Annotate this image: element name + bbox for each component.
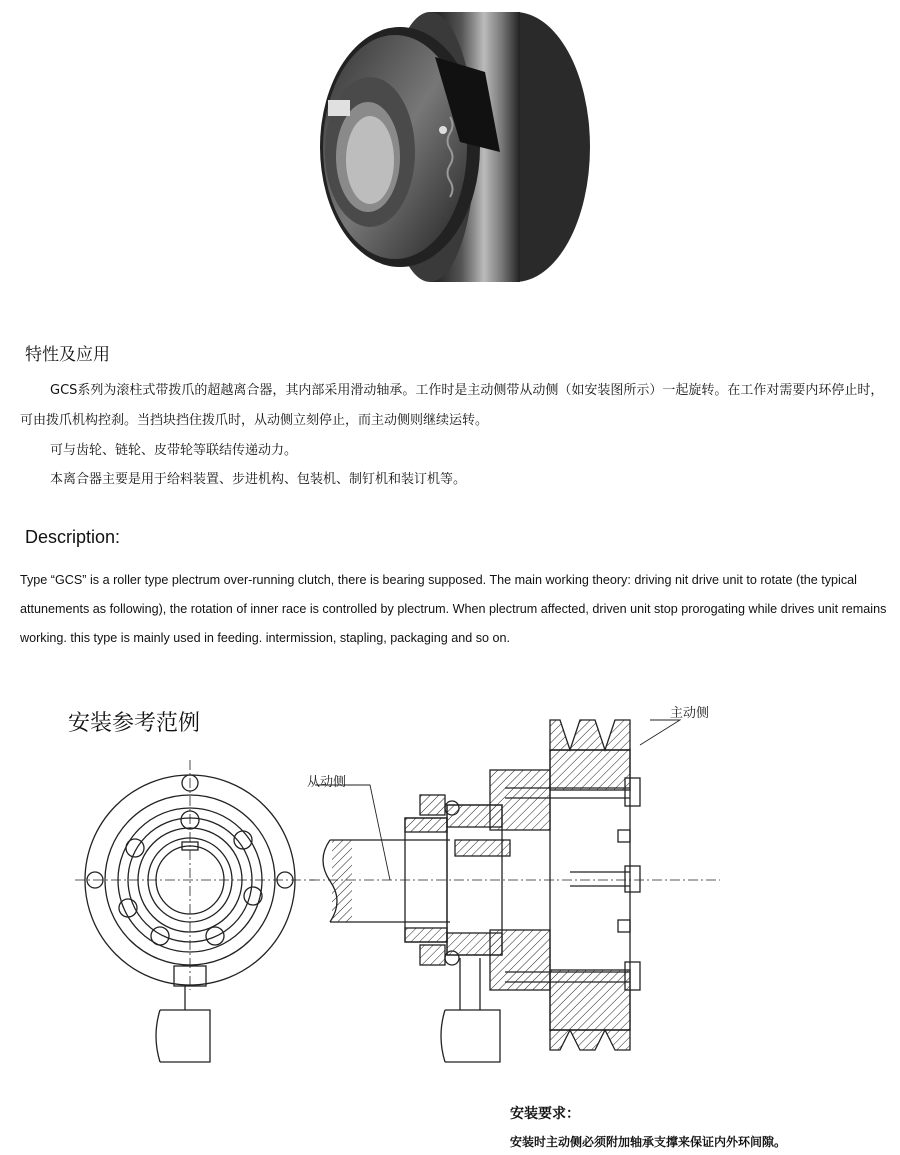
- features-heading: 特性及应用: [25, 345, 110, 365]
- requirements-title: 安装要求：: [510, 1106, 580, 1122]
- description-heading: Description:: [25, 527, 121, 547]
- description-text: Type “GCS” is a roller type plectrum over-running clutch, there is bearing supposed. The main working theory: driving nit drive unit to rotate (the typical attunements as following), the rotation of inner race is controlled by plectrum. When plectrum affected, driven unit stop prorogating while drives unit remains working. this type is mainly used in feeding. intermission, stapling, packaging and so on.: [20, 573, 887, 645]
- installation-heading: 安装参考范例: [68, 711, 201, 736]
- driving-side-label: 主动侧: [670, 706, 710, 721]
- driven-side-label: 从动侧: [307, 775, 347, 790]
- features-text-3: 本离合器主要是用于给料装置、步进机构、包装机、制钉机和装订机等。: [50, 472, 467, 487]
- installation-drawing: [60, 690, 740, 1080]
- product-photo: [300, 2, 600, 292]
- features-text-1: GCS系列为滚柱式带拨爪的超越离合器，其内部采用滑动轴承。工作时是主动侧带从动侧（如安装图所示）一起旋转。在工作对需要内环停止时，可由拨爪机构控刹。当挡块挡住拨爪时，从动侧立刻停止，而主动侧则继续运转。: [20, 383, 884, 428]
- features-paragraph-1: [20, 376, 885, 436]
- features-paragraph-3: [20, 465, 885, 495]
- features-paragraph-2: [20, 436, 885, 466]
- features-text-2: 可与齿轮、链轮、皮带轮等联结传递动力。: [50, 443, 298, 458]
- requirements-text: 安装时主动侧必须附加轴承支撑来保证内外环间隙。: [510, 1135, 787, 1149]
